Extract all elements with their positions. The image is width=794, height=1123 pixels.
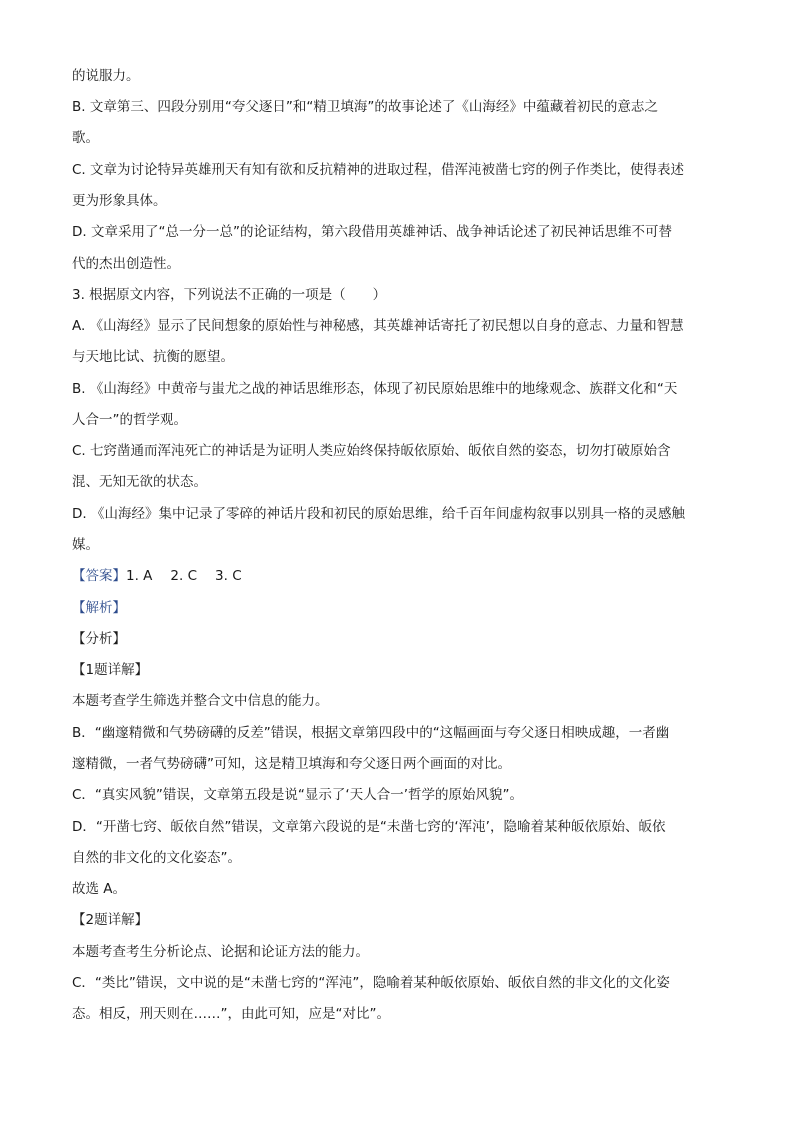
q1-line: 自然的非文化的文化姿态”。 — [72, 850, 241, 866]
answer-item: 3. C — [215, 568, 242, 584]
q2-line: C．“类比”错误，文中说的是“未凿七窍的“浑沌”，隐喻着某种皈依原始、皈依自然的非文化的文化姿 — [72, 975, 670, 991]
option-c: C. 文章为讨论特异英雄刑天有知有欲和反抗精神的进取过程，借浑沌被凿七窍的例子作类比，使得表述 — [72, 162, 685, 178]
q1-detail-tag: 【1题详解】 — [72, 662, 149, 678]
q1-line: C．“真实风貌”错误，文章第五段是说“显示了‘天人合一’哲学的原始风貌”。 — [72, 787, 523, 803]
option-d: D. 文章采用了“总一分一总”的论证结构，第六段借用英雄神话、战争神话论述了初民神话思维不可替 — [72, 224, 672, 240]
q2-detail-tag: 【2题详解】 — [72, 912, 149, 928]
analysis-tag: 【解析】 — [72, 600, 126, 616]
q2-line: 本题考查考生分析论点、论据和论证方法的能力。 — [72, 944, 369, 960]
text-line: 与天地比试、抗衡的愿望。 — [72, 349, 234, 365]
text-line: 的说服力。 — [72, 68, 140, 84]
option-a: A. 《山海经》显示了民间想象的原始性与神秘感，其英雄神话寄托了初民想以自身的意志、力量和智慧 — [72, 318, 684, 334]
q2-line: 态。相反，刑天则在……”，由此可知，应是“对比”。 — [72, 1006, 390, 1022]
text-line: 混、无知无欲的状态。 — [72, 474, 207, 490]
option-b: B. 文章第三、四段分别用“夸父逐日”和“精卫填海”的故事论述了《山海经》中蕴藏着初民的意志之 — [72, 99, 658, 115]
text-line: 媒。 — [72, 537, 99, 553]
option-c: C. 七窍凿通而浑沌死亡的神话是为证明人类应始终保持皈依原始、皈依自然的姿态，切勿打破原始含 — [72, 443, 671, 459]
text-line: 代的杰出创造性。 — [72, 256, 180, 272]
answer-item: 1. A — [126, 568, 153, 584]
answer-line — [72, 566, 260, 586]
q1-line: 邃精微，一者气势磅礴”可知，这是精卫填海和夸父逐日两个画面的对比。 — [72, 756, 511, 772]
option-b: B. 《山海经》中黄帝与蚩尤之战的神话思维形态，体现了初民原始思维中的地缘观念、族群文化和“天 — [72, 381, 678, 397]
text-line: 更为形象具体。 — [72, 193, 167, 209]
answer-item: 2. C — [170, 568, 198, 584]
fenxi-tag: 【分析】 — [72, 631, 126, 647]
text-line: 人合一”的哲学观。 — [72, 412, 187, 428]
option-d: D. 《山海经》集中记录了零碎的神话片段和初民的原始思维，给千百年间虚构叙事以别具一格的灵感触 — [72, 506, 685, 522]
q1-line: 本题考查学生筛选并整合文中信息的能力。 — [72, 693, 329, 709]
question-3: 3. 根据原文内容，下列说法不正确的一项是（ ） — [72, 287, 387, 303]
text-line: 歌。 — [72, 130, 99, 146]
answer-tag: 【答案】 — [72, 568, 126, 584]
q1-line: 故选 A。 — [72, 881, 127, 897]
q1-line: B．“幽邃精微和气势磅礴的反差”错误，根据文章第四段中的“这幅画面与夸父逐日相映成趣，一者幽 — [72, 725, 670, 741]
q1-line: D．“开凿七窍、皈依自然”错误，文章第六段说的是“未凿七窍的‘浑沌’，隐喻着某种皈依原始、皈依 — [72, 819, 666, 835]
